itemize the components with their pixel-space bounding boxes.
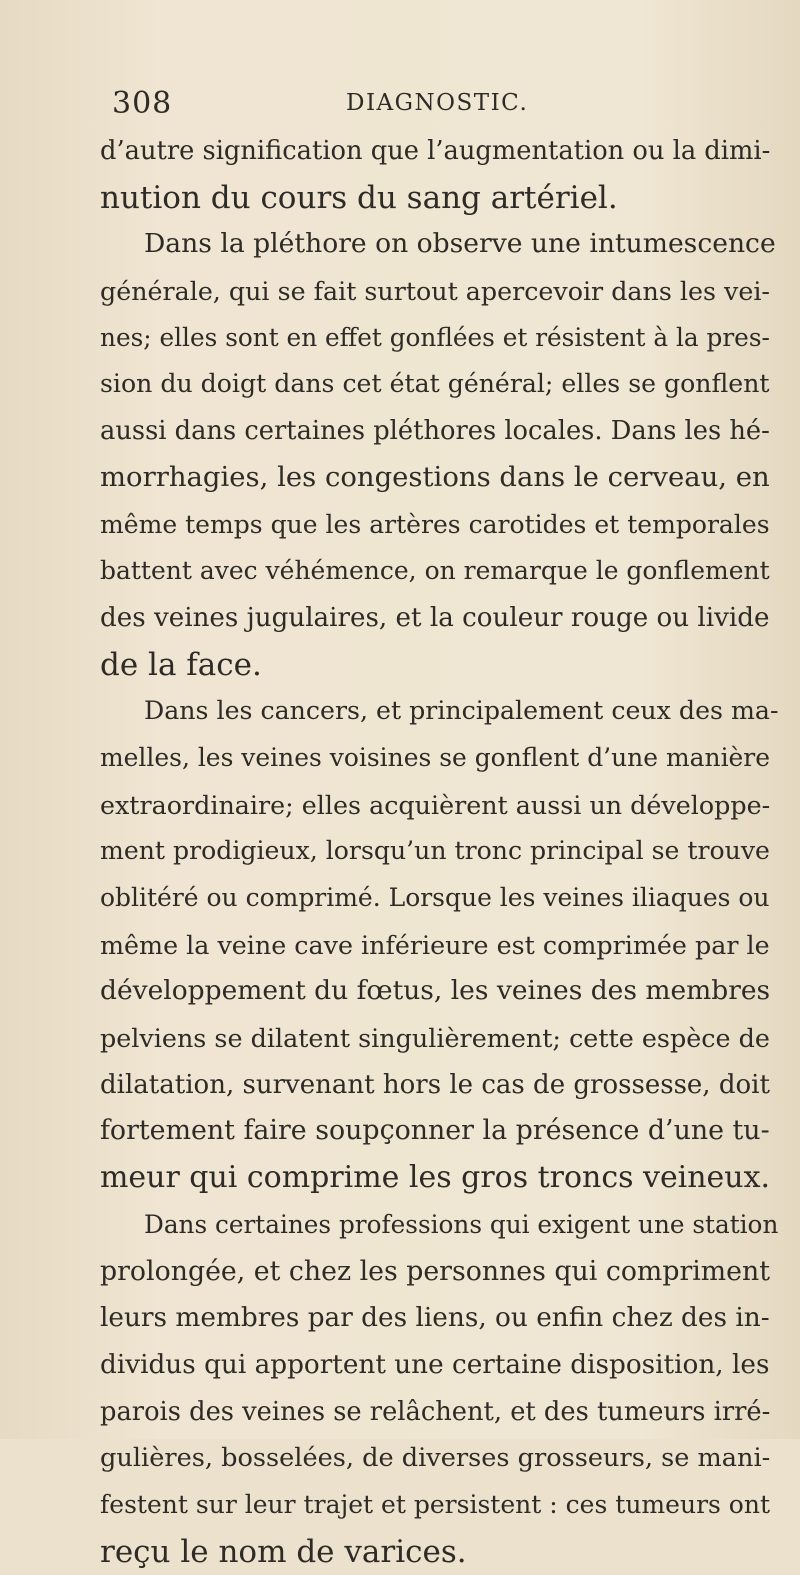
text-line: pelviens se dilatent singulièrement; cette espèce de [100, 1023, 770, 1054]
paragraph-start-line: Dans les cancers, et principalement ceux des ma- [144, 696, 779, 726]
text-line: reçu le nom de varices. [100, 1533, 467, 1570]
text-line: dilatation, survenant hors le cas de grossesse, doit [100, 1069, 770, 1100]
page-number: 308 [112, 86, 173, 121]
text-line: prolongée, et chez les personnes qui compriment [100, 1255, 771, 1287]
text-line: battent avec véhémence, on remarque le gonflement [100, 556, 770, 586]
text-line: parois des veines se relâchent, et des tumeurs irré- [100, 1396, 771, 1427]
text-line: aussi dans certaines pléthores locales. Dans les hé- [100, 416, 770, 447]
text-line: nution du cours du sang artériel. [100, 179, 618, 216]
text-line: d’autre signification que l’augmentation ou la dimi- [100, 136, 771, 166]
paragraph-start-line: Dans la pléthore on observe une intumescence [144, 228, 776, 260]
text-line: de la face. [100, 646, 262, 683]
text-line: oblitéré ou comprimé. Lorsque les veines iliaques ou [100, 883, 770, 912]
text-line: nes; elles sont en effet gonflées et résistent à la pres- [100, 322, 770, 352]
page-header [112, 86, 672, 126]
text-line: ment prodigieux, lorsqu’un tronc principal se trouve [100, 836, 770, 866]
text-line: développement du fœtus, les veines des membres [100, 975, 771, 1007]
paragraph-start-line: Dans certaines professions qui exigent une station [144, 1209, 779, 1239]
text-line: même temps que les artères carotides et temporales [100, 509, 770, 539]
body-text [100, 128, 779, 1575]
text-line: même la veine cave inférieure est comprimée par le [100, 929, 770, 960]
text-line: meur qui comprime les gros troncs veineux. [100, 1160, 771, 1196]
text-line: fortement faire soupçonner la présence d’une tu- [100, 1115, 770, 1147]
text-line: extraordinaire; elles acquièrent aussi un développe- [100, 789, 771, 820]
text-line: dividus qui apportent une certaine disposition, les [100, 1349, 770, 1380]
text-line: leurs membres par des liens, ou enfin chez des in- [100, 1303, 770, 1334]
text-line: sion du doigt dans cet état général; elles se gonflent [100, 369, 770, 399]
running-head: DIAGNOSTIC. [346, 90, 529, 116]
text-line: générale, qui se fait surtout apercevoir dans les vei- [100, 276, 770, 307]
text-line: festent sur leur trajet et persistent : ces tumeurs ont [100, 1489, 771, 1519]
text-line: melles, les veines voisines se gonflent d’une manière [100, 742, 771, 772]
text-line: gulières, bosselées, de diverses grosseurs, se mani- [100, 1443, 771, 1474]
text-line: des veines jugulaires, et la couleur rouge ou livide [100, 602, 770, 633]
text-line: morrhagies, les congestions dans le cerveau, en [100, 461, 770, 493]
